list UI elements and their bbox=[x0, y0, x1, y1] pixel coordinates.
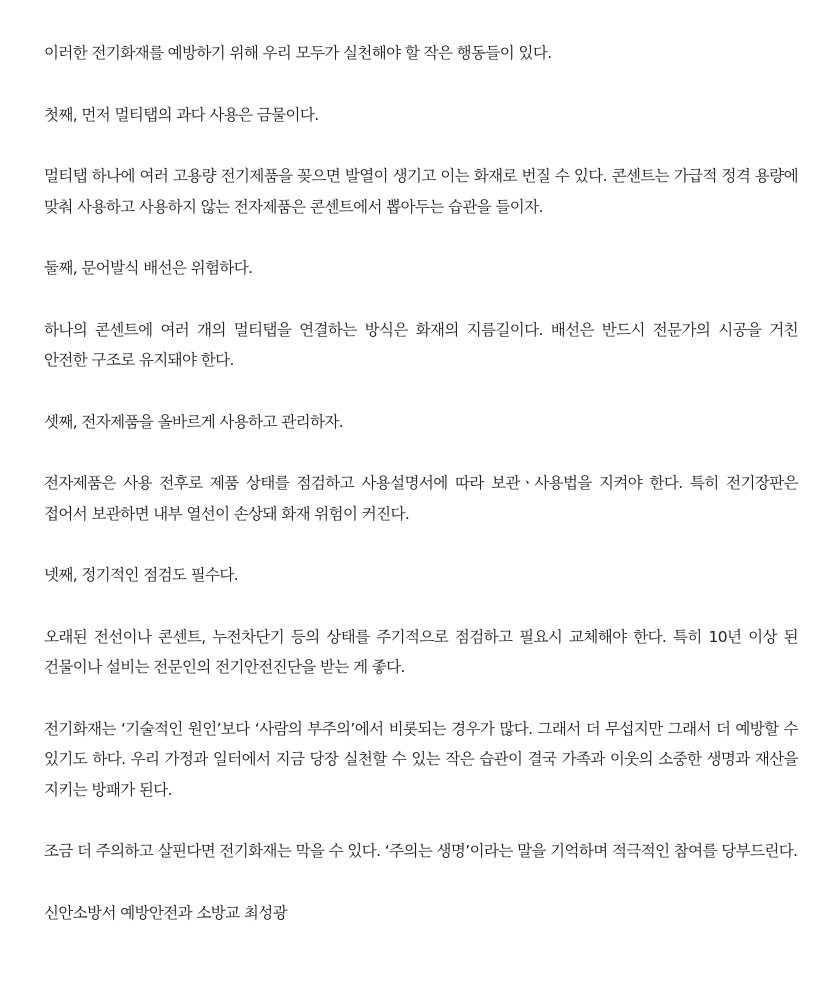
tip-2-body: 하나의 콘센트에 여러 개의 멀티탭을 연결하는 방식은 화재의 지름길이다. 배선은 반드시 전문가의 시공을 거친 안전한 구조로 유지돼야 한다. bbox=[44, 320, 798, 369]
tip-1-body: 멀티탭 하나에 여러 고용량 전기제품을 꽂으면 발열이 생기고 이는 화재로 번질 수 있다. 콘센트는 가급적 정격 용량에 맞춰 사용하고 사용하지 않는 전자제품은 콘센트에서 뽑아두는 습관을 들이자. bbox=[44, 167, 798, 216]
tip-3-heading: 셋째, 전자제품을 올바르게 사용하고 관리하자. bbox=[44, 412, 344, 431]
intro-paragraph: 이러한 전기화재를 예방하기 위해 우리 모두가 실천해야 할 작은 행동들이 있다. bbox=[44, 44, 552, 62]
tip-3-body: 전자제품은 사용 전후로 제품 상태를 점검하고 사용설명서에 따라 보관ㆍ사용법을 지켜야 한다. 특히 전기장판은 접어서 보관하면 내부 열선이 손상돼 화재 위험이 커진다. bbox=[44, 474, 798, 523]
author-byline: 신안소방서 예방안전과 소방교 최성광 bbox=[44, 903, 287, 922]
article-body bbox=[44, 38, 798, 928]
tip-2-heading: 둘째, 문어발식 배선은 위험하다. bbox=[44, 259, 253, 277]
tip-1-heading: 첫째, 먼저 멀티탭의 과다 사용은 금물이다. bbox=[44, 105, 319, 124]
tip-4-heading: 넷째, 정기적인 점검도 필수다. bbox=[44, 566, 239, 584]
closing-paragraph: 조금 더 주의하고 살핀다면 전기화재는 막을 수 있다. ‘주의는 생명’이라는 말을 기억하며 적극적인 참여를 당부드린다. bbox=[44, 842, 798, 860]
conclusion-paragraph: 전기화재는 ‘기술적인 원인’보다 ‘사람의 부주의’에서 비롯되는 경우가 많다. 그래서 더 무섭지만 그래서 더 예방할 수 있기도 하다. 우리 가정과 일터에서 지금 당장 실천할 수 있는 작은 습관이 결국 가족과 이웃의 소중한 생명과 재산을 지키는 방패가 된다. bbox=[44, 719, 798, 799]
tip-4-body: 오래된 전선이나 콘센트, 누전차단기 등의 상태를 주기적으로 점검하고 필요시 교체해야 한다. 특히 10년 이상 된 건물이나 설비는 전문인의 전기안전진단을 받는 게 좋다. bbox=[44, 627, 798, 676]
